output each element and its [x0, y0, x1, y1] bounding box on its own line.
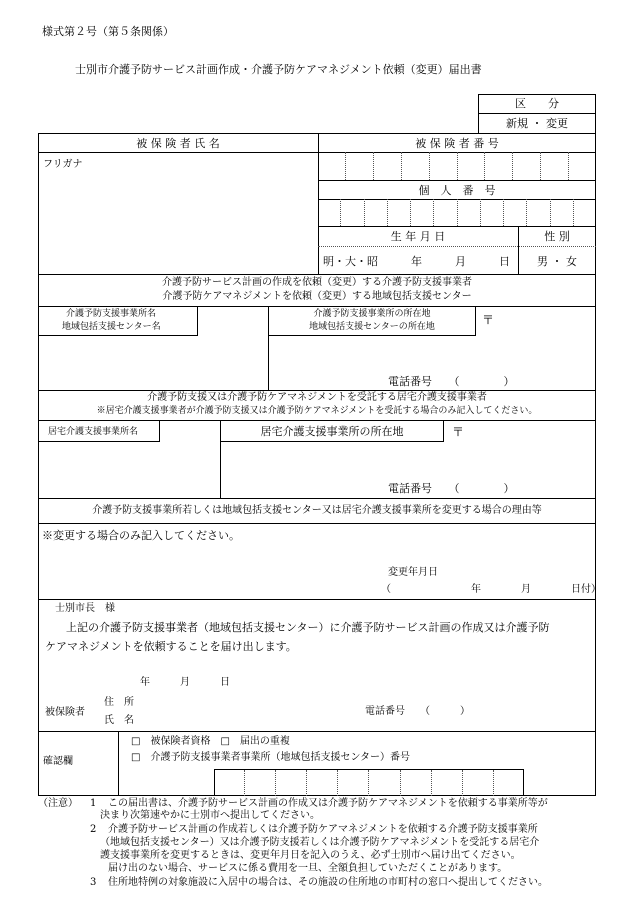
home-care-address-field[interactable] — [222, 444, 594, 478]
declaration-date-field[interactable]: 年 月 日 — [140, 677, 230, 688]
personal-number-header: 個 人 番 号 — [418, 184, 496, 197]
home-care-phone[interactable]: 電話番号 （ ） — [388, 482, 515, 495]
kubun-value[interactable]: 新規 ・ 変更 — [506, 117, 568, 130]
change-reason-note: ※変更する場合のみ記入してください。 — [42, 529, 240, 542]
support-office-address-label-1: 介護予防支援事業所の所在地 — [313, 309, 431, 319]
support-office-address-label-2: 地域包括支援センターの所在地 — [309, 322, 435, 332]
declaration-text-2: ケアマネジメントを依頼することを届け出します。 — [45, 640, 297, 653]
insured-signature-label: 氏 名 — [104, 715, 134, 726]
gender-header: 性 別 — [544, 230, 570, 243]
kubun-label: 区 分 — [515, 97, 559, 110]
form-title: 士別市介護予防サービス計画作成・介護予防ケアマネジメント依頼（変更）届出書 — [75, 63, 482, 76]
birthdate-header: 生 年 月 日 — [390, 230, 446, 243]
support-office-name-label-2: 地域包括支援センター名 — [62, 322, 161, 332]
home-care-name-label: 居宅介護支援事業所名 — [48, 427, 139, 437]
change-reason-field[interactable] — [40, 546, 594, 564]
home-care-address-label: 居宅介護支援事業所の所在地 — [260, 425, 404, 438]
note-2-number: 2 — [90, 824, 97, 835]
note-3-number: 3 — [90, 877, 97, 888]
declaration-text-1: 上記の介護予防支援事業者（地域包括支援センター）に介護予防サービス計画の作成又は介護予防 — [66, 621, 550, 634]
note-1-line-1: この届出書は、介護予防サービス計画の作成又は介護予防ケアマネジメントを依頼する事業所等が — [108, 798, 548, 809]
personal-number-field[interactable] — [318, 199, 596, 226]
note-2-line-1: 介護予防サービス計画の作成若しくは介護予防ケアマネジメントを依頼する介護予防支援事業所 — [108, 824, 538, 835]
support-office-postal-mark: 〒 — [482, 313, 495, 327]
confirmation-check-2[interactable]: □ 介護予防支援事業者事業所（地域包括支援センター）番号 — [131, 752, 411, 763]
insured-name-field[interactable] — [40, 176, 316, 272]
gender-field[interactable]: 男 ・ 女 — [537, 255, 577, 268]
support-office-header-2: 介護予防ケアマネジメントを依頼（変更）する地域包括支援センター — [162, 291, 472, 302]
note-2-line-4: 届け出のない場合、サービスに係る費用を一旦、全額負担していただくことがあります。 — [108, 863, 508, 874]
declaration-phone[interactable]: 電話番号 （ ） — [365, 706, 470, 717]
home-care-header-1: 介護予防支援又は介護予防ケアマネジメントを受託する居宅介護支援事業者 — [147, 392, 487, 403]
notes-label: （注意） — [38, 798, 78, 809]
confirmation-label: 確認欄 — [43, 756, 73, 767]
insured-number-field[interactable] — [318, 152, 596, 180]
note-2-line-3: 護支援事業所を変更するときは、変更年月日を記入のうえ、必ず士別市へ届け出てください。 — [100, 850, 521, 861]
change-reason-header: 介護予防支援事業所若しくは地域包括支援センター又は居宅介護支援事業所を変更する場合の理由等 — [92, 505, 542, 516]
note-3-line-1: 住所地特例の対象施設に入居中の場合は、その施設の住所地の市町村の窓口へ提出してください。 — [108, 877, 548, 888]
addressee: 士別市長 様 — [55, 603, 115, 614]
insured-address-name-field[interactable] — [148, 694, 378, 728]
birthdate-field[interactable]: 明・大・昭 年 月 日 — [323, 255, 510, 268]
note-1-number: 1 — [90, 798, 97, 809]
note-1-line-2: 決まり次第速やかに士別市へ提出してください。 — [100, 810, 320, 821]
support-office-name-label-1: 介護予防支援事業所名 — [66, 309, 157, 319]
insured-label: 被保険者 — [45, 707, 85, 718]
home-care-header-2: ※居宅介護支援事業者が介護予防支援又は介護予防ケアマネジメントを受託する場合のみ記入してください。 — [96, 406, 538, 416]
furigana-label: フリガナ — [43, 159, 83, 170]
change-date-field[interactable]: （ 年 月 日付） — [381, 584, 601, 595]
note-2-line-2: （地域包括支援センター）又は介護予防支援若しくは介護予防ケアマネジメントを受託する居宅介 — [100, 837, 540, 848]
insured-address-label: 住 所 — [104, 697, 134, 708]
confirmation-check-1[interactable]: □ 被保険者資格 □ 届出の重複 — [131, 736, 290, 747]
home-care-postal-mark: 〒 — [452, 425, 465, 439]
form-number: 様式第２号（第５条関係） — [42, 25, 174, 38]
office-number-field[interactable] — [214, 770, 524, 796]
support-office-header-1: 介護予防サービス計画の作成を依頼（変更）する介護予防支援事業者 — [162, 277, 472, 288]
support-office-address-field[interactable] — [270, 338, 594, 372]
insured-name-header: 被 保 険 者 氏 名 — [136, 137, 220, 150]
home-care-name-field[interactable] — [40, 444, 218, 496]
change-date-label: 変更年月日 — [388, 567, 438, 578]
support-office-phone[interactable]: 電話番号 （ ） — [388, 375, 515, 388]
insured-number-header: 被 保 険 者 番 号 — [415, 137, 499, 150]
support-office-name-field[interactable] — [40, 338, 266, 388]
